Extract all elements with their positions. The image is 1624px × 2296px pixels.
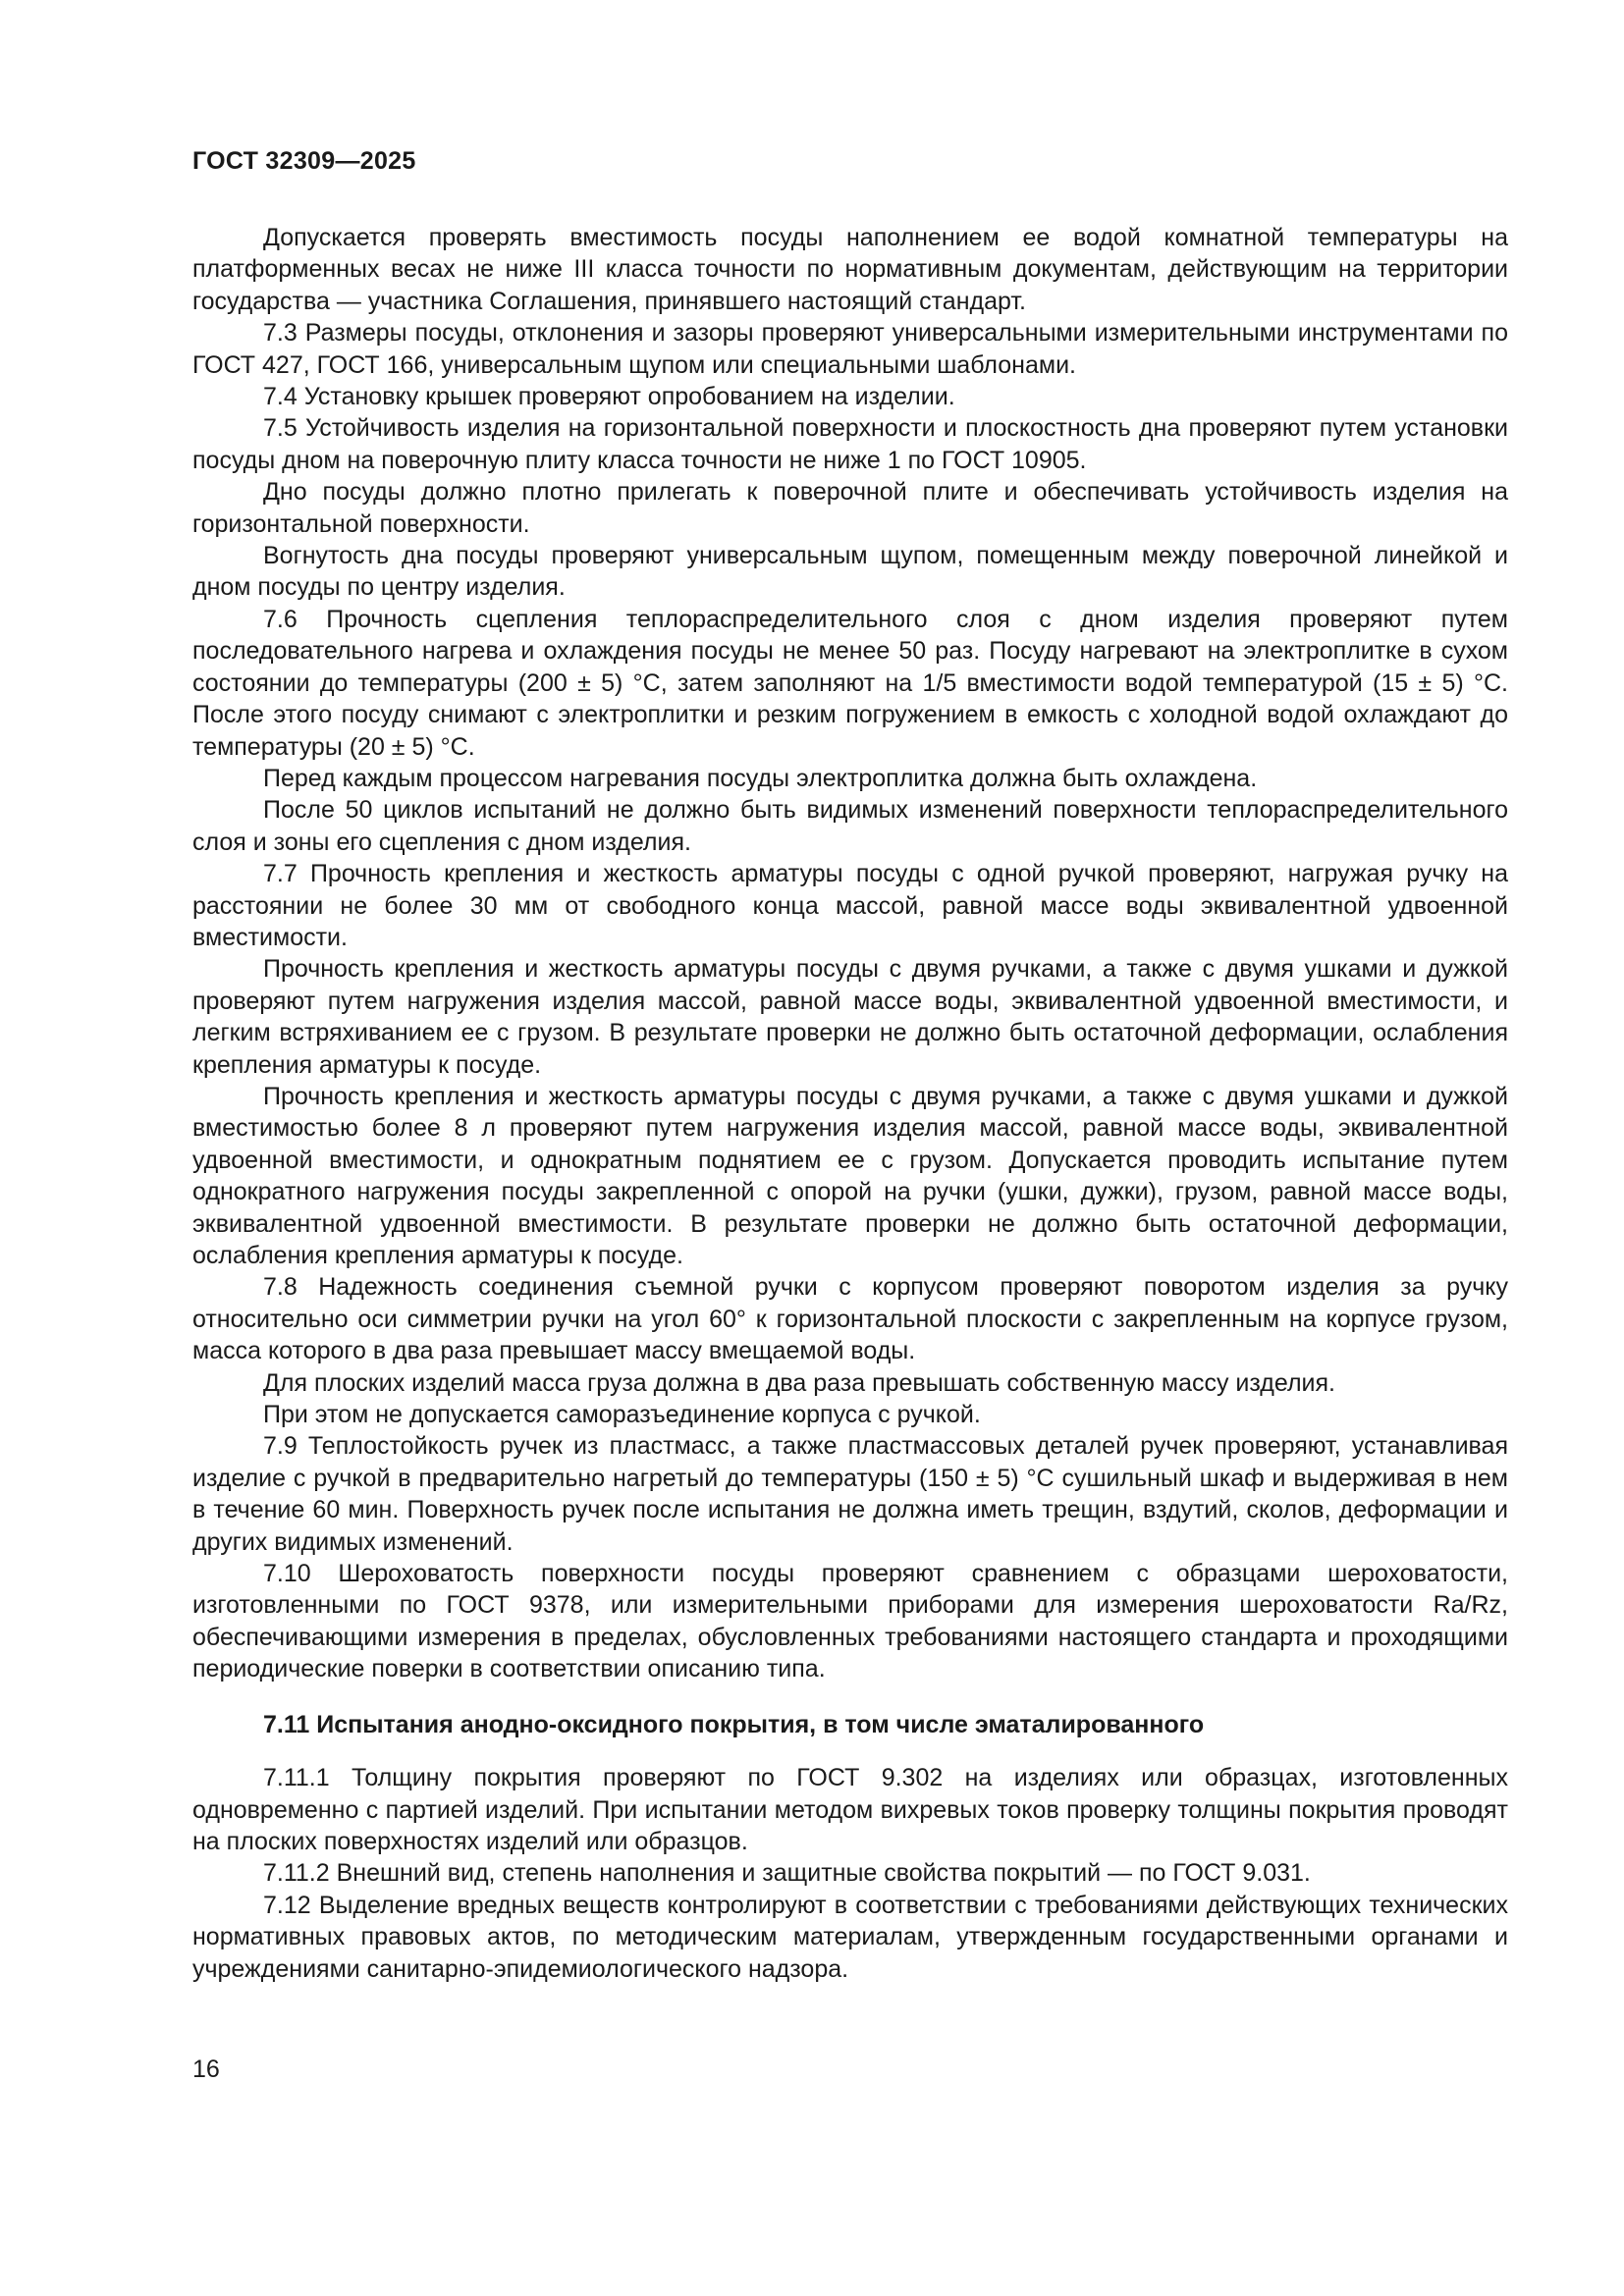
paragraph: 7.11.1 Толщину покрытия проверяют по ГОСТ 9.302 на изделиях или образцах, изготовленных одновременно с партией изделий. При испытании методом вихревых токов проверку толщины покрытия проводят на плоских поверхностях изделий или образцов. [192,1764,1508,1855]
paragraph: 7.11.2 Внешний вид, степень наполнения и защитные свойства покрытий — по ГОСТ 9.031. [263,1859,1311,1888]
page-number: 16 [192,2056,220,2083]
paragraph: Дно посуды должно плотно прилегать к поверочной плите и обеспечивать устойчивость изделия на горизонтальной поверхности. [192,478,1508,538]
paragraph: 7.10 Шероховатость поверхности посуды проверяют сравнением с образцами шероховатости, изготовленными по ГОСТ 9378, или измерительными приборами для измерения шероховатости Ra/Rz, обеспечивающими измерения в пределах, обусловленных требованиями настоящего стандарта и проходящими периодические поверки в соответствии описанию типа. [192,1560,1508,1683]
document-page [192,0,1508,2296]
paragraph: Допускается проверять вместимость посуды наполнением ее водой комнатной температуры на платформенных весах не ниже III класса точности по нормативным документам, действующим на территории государства — участника Соглашения, принявшего настоящий стандарт. [192,224,1508,315]
paragraph: Для плоских изделий масса груза должна в два раза превышать собственную массу изделия. [263,1368,1335,1397]
paragraph: 7.12 Выделение вредных веществ контролируют в соответствии с требованиями действующих технических нормативных правовых актов, по методическим материалам, утвержденным государственными органами и учреждениями санитарно-эпидемиологического надзора. [192,1891,1508,1983]
paragraph: Перед каждым процессом нагревания посуды электроплитка должна быть охлаждена. [263,764,1258,792]
document-header: ГОСТ 32309—2025 [192,147,416,175]
paragraph: 7.9 Теплостойкость ручек из пластмасс, а также пластмассовых деталей ручек проверяют, устанавливая изделие с ручкой в предварительно нагретый до температуры (150 ± 5) °С сушильный шкаф и выдерживая в нем в течение 60 мин. Поверхность ручек после испытания не должна иметь трещин, вздутий, сколов, деформации и других видимых изменений. [192,1432,1508,1556]
document-body [192,222,1508,1985]
paragraph: После 50 циклов испытаний не должно быть видимых изменений поверхности теплораспределительного слоя и зоны его сцепления с дном изделия. [192,796,1508,856]
paragraph: 7.6 Прочность сцепления теплораспределительного слоя с дном изделия проверяют путем последовательного нагрева и охлаждения посуды не менее 50 раз. Посуду нагревают на электроплитке в сухом состоянии до температуры (200 ± 5) °С, затем заполняют на 1/5 вместимости водой температурой (15 ± 5) °С. После этого посуду снимают с электроплитки и резким погружением в емкость с холодной водой охлаждают до температуры (20 ± 5) °С. [192,605,1508,761]
section-heading: 7.11 Испытания анодно-оксидного покрытия, в том числе эматалированного [263,1710,1205,1738]
paragraph: 7.3 Размеры посуды, отклонения и зазоры проверяют универсальными измерительными инструментами по ГОСТ 427, ГОСТ 166, универсальным щупом или специальными шаблонами. [192,319,1508,379]
paragraph: При этом не допускается саморазъединение корпуса с ручкой. [263,1401,981,1429]
paragraph: Прочность крепления и жесткость арматуры посуды с двумя ручками, а также с двумя ушками и дужкой проверяют путем нагружения изделия массой, равной массе воды, эквивалентной удвоенной вместимости, и легким встряхиванием ее с грузом. В результате проверки не должно быть остаточной деформации, ослабления крепления арматуры к посуде. [192,955,1508,1079]
paragraph: Вогнутость дна посуды проверяют универсальным щупом, помещенным между поверочной линейкой и дном посуды по центру изделия. [192,542,1508,602]
paragraph: 7.5 Устойчивость изделия на горизонтальной поверхности и плоскостность дна проверяют путем установки посуды дном на поверочную плиту класса точности не ниже 1 по ГОСТ 10905. [192,414,1508,474]
paragraph: 7.7 Прочность крепления и жесткость арматуры посуды с одной ручкой проверяют, нагружая ручку на расстоянии не более 30 мм от свободного конца массой, равной массе воды эквивалентной удвоенной вместимости. [192,860,1508,951]
paragraph: 7.4 Установку крышек проверяют опробованием на изделии. [263,383,955,411]
paragraph: 7.8 Надежность соединения съемной ручки с корпусом проверяют поворотом изделия за ручку относительно оси симметрии ручки на угол 60° к горизонтальной плоскости с закрепленным на корпусе грузом, масса которого в два раза превышает массу вмещаемой воды. [192,1273,1508,1365]
paragraph: Прочность крепления и жесткость арматуры посуды с двумя ручками, а также с двумя ушками и дужкой вместимостью более 8 л проверяют путем нагружения изделия массой, равной массе воды, эквивалентной удвоенной вместимости, и однократным поднятием ее с грузом. Допускается проводить испытание путем однократного нагружения посуды закрепленной с опорой на ручки (ушки, дужки), грузом, равной массе воды, эквивалентной удвоенной вместимости. В результате проверки не должно быть остаточной деформации, ослабления крепления арматуры к посуде. [192,1082,1508,1269]
